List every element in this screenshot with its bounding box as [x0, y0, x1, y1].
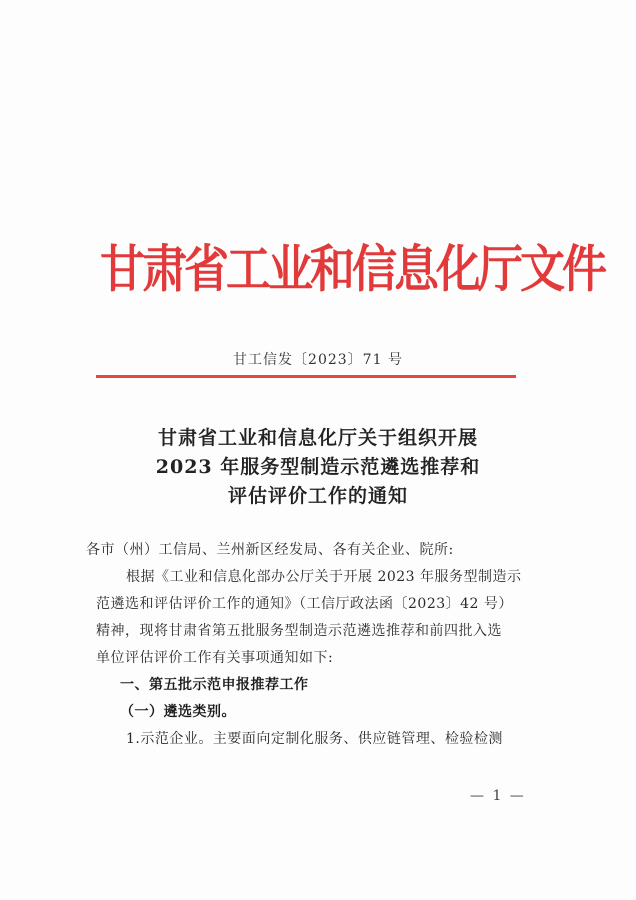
section-1-heading: 一、第五批示范申报推荐工作	[120, 677, 309, 693]
notice-title-line-3: 评估评价工作的通知	[227, 485, 408, 507]
item-1-text: 1.示范企业。主要面向定制化服务、供应链管理、检验检测	[126, 731, 503, 747]
subsection-1-heading: （一）遴选类别。	[120, 704, 236, 720]
paragraph-1-line-3: 精神，现将甘肃省第五批服务型制造示范遴选推荐和前四批入选	[96, 623, 502, 639]
document-header-title: 甘肃省工业和信息化厅文件	[100, 239, 605, 299]
notice-title-line-1: 甘肃省工业和信息化厅关于组织开展	[157, 427, 478, 449]
addressee-line: 各市（州）工信局、兰州新区经发局、各有关企业、院所:	[86, 542, 454, 558]
notice-title	[0, 424, 636, 511]
red-divider-line	[96, 375, 516, 378]
notice-title-line-2: 2023 年服务型制造示范遴选推荐和	[155, 456, 481, 478]
notice-body	[86, 537, 526, 753]
paragraph-1-line-2: 范遴选和评估评价工作的通知》（工信厅政法函〔2023〕42 号）	[96, 596, 513, 612]
document-number: 甘工信发〔2023〕71 号	[233, 352, 403, 368]
page-number: — 1 —	[470, 788, 526, 804]
paragraph-1-line-4: 单位评估评价工作有关事项通知如下:	[96, 650, 334, 666]
paragraph-1-line-1: 根据《工业和信息化部办公厅关于开展 2023 年服务型制造示	[126, 569, 522, 585]
